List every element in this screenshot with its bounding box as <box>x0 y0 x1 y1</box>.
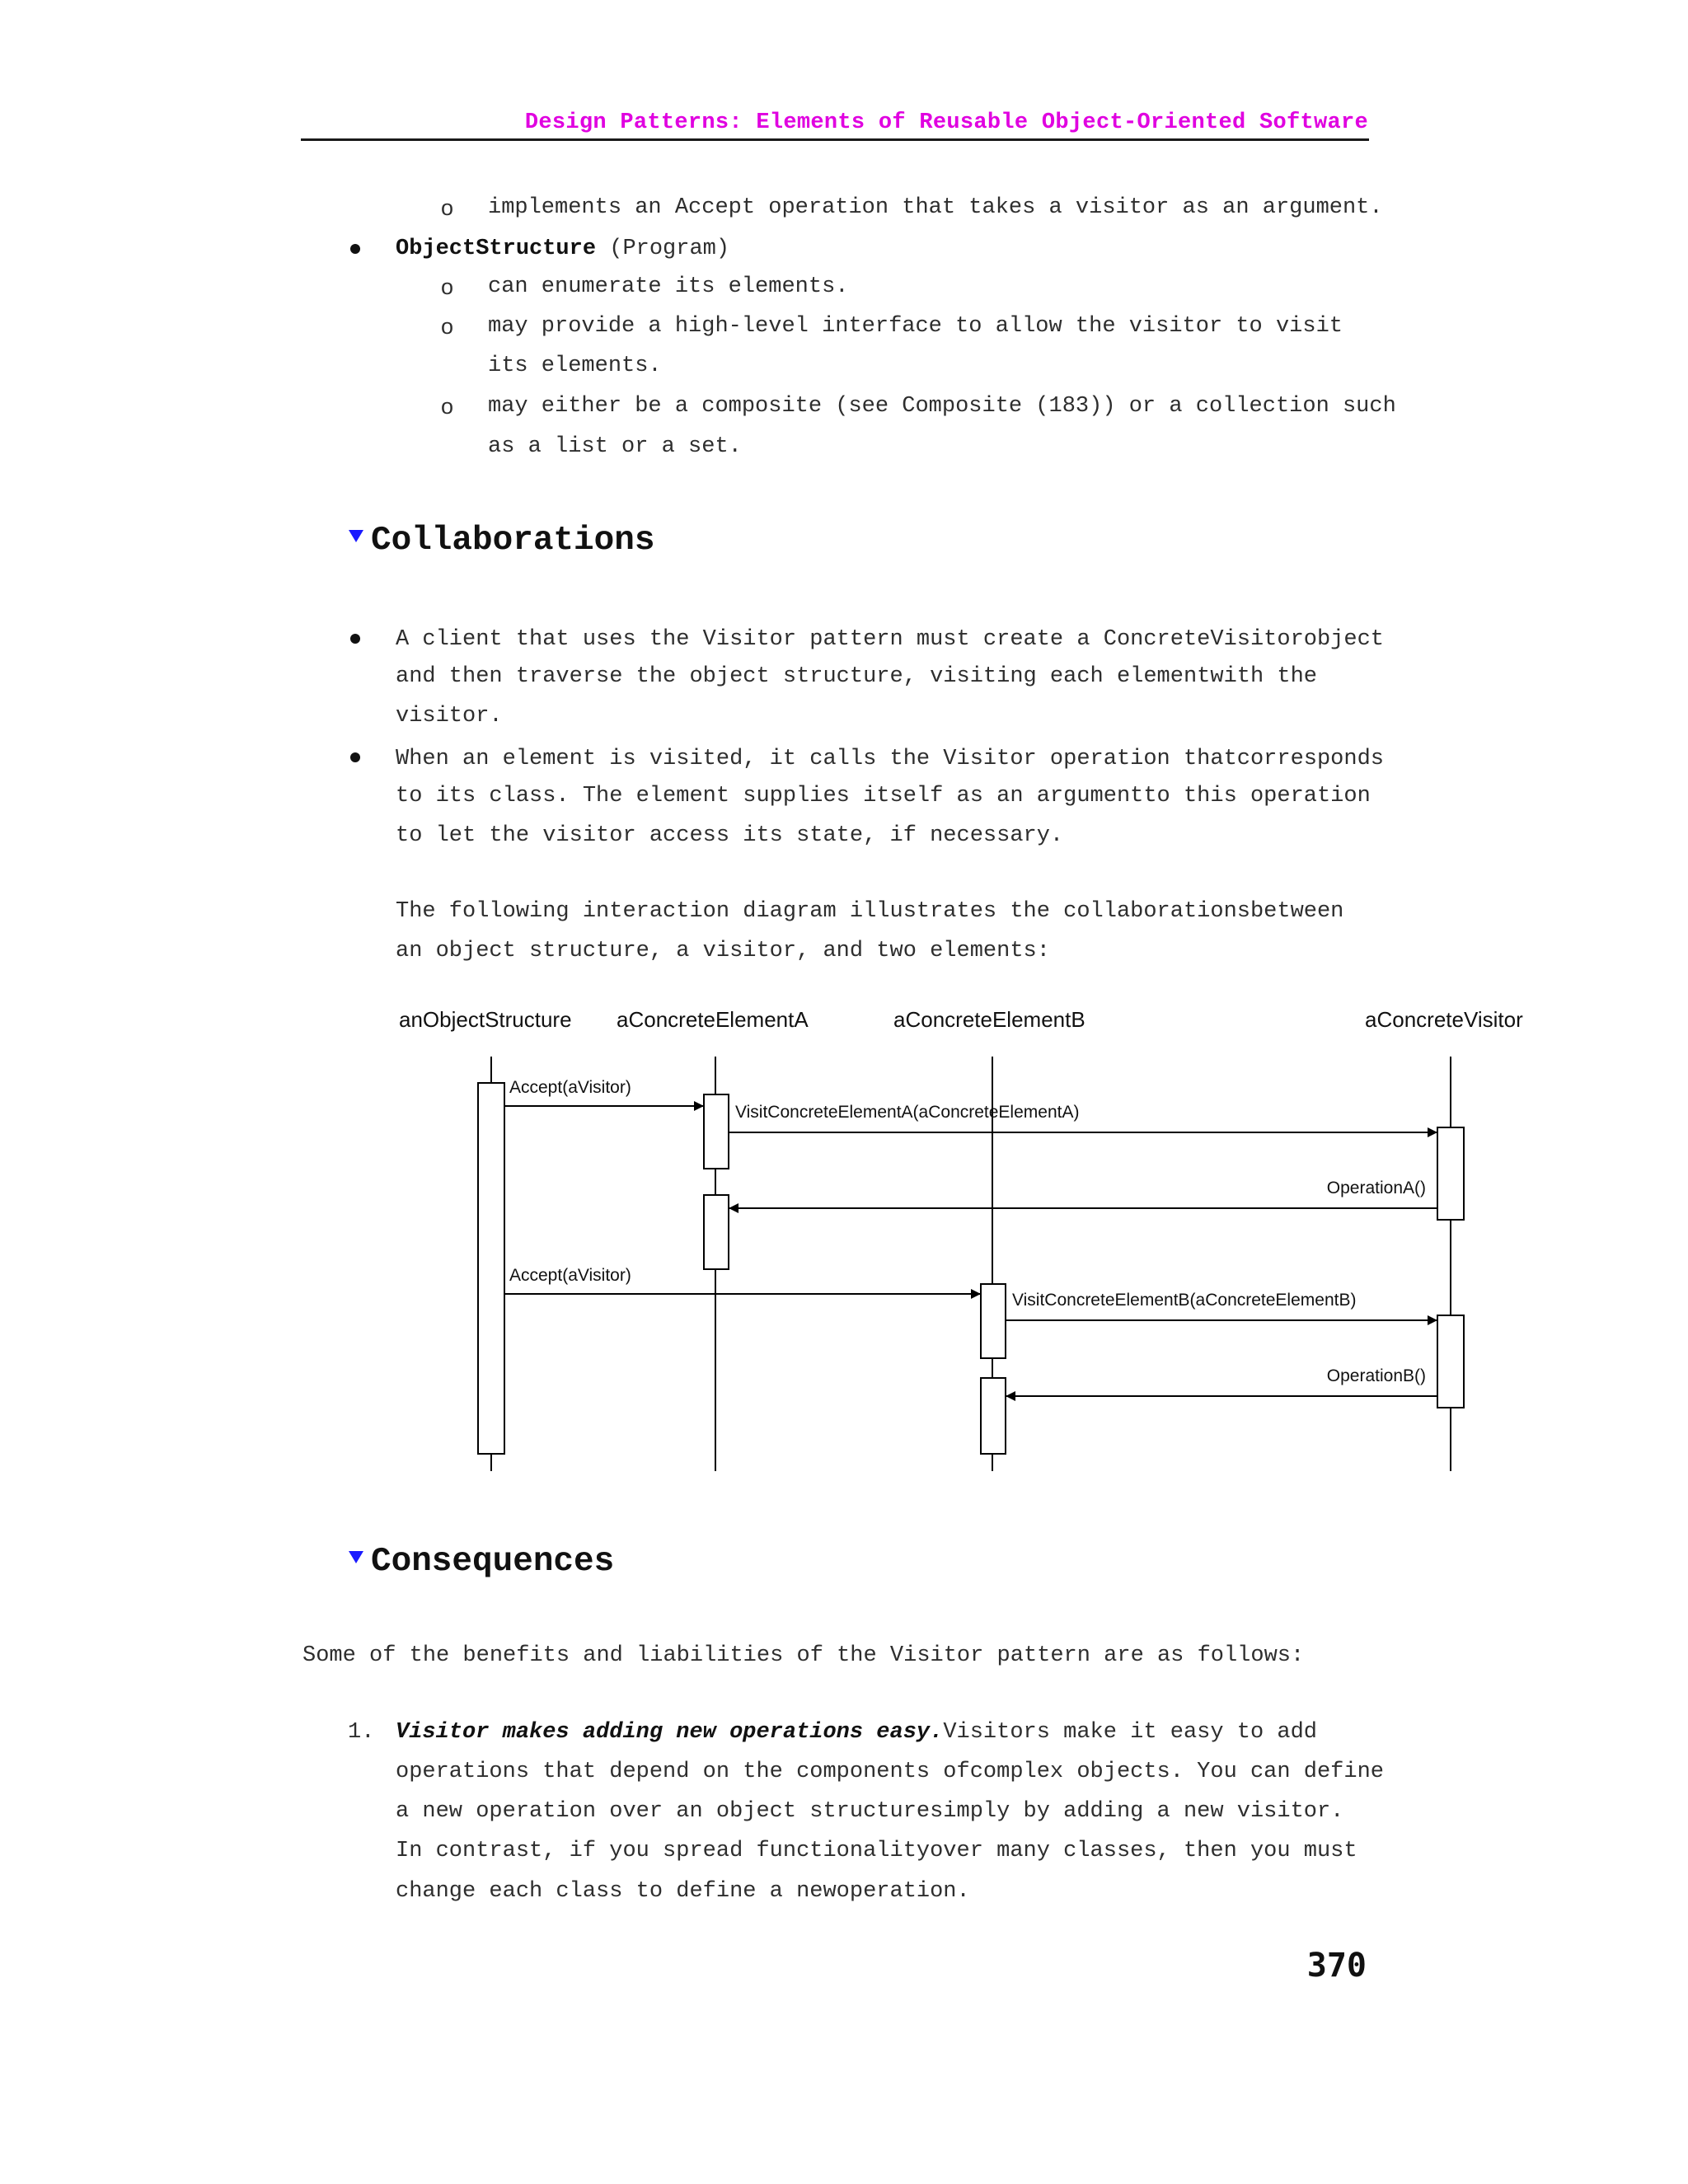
collab-bullet-2-line-1: When an element is visited, it calls the Visitor operation thatcorresponds <box>396 747 1384 771</box>
object-structure-item-3: may either be a composite (see Composite (183)) or a collection such <box>488 394 1396 419</box>
message-operation-a-label: OperationA() <box>1326 1179 1426 1197</box>
object-structure-item-3-cont: as a list or a set. <box>488 434 742 459</box>
consequence-1-line-1 <box>396 1713 1317 1752</box>
message-accept-1-label: Accept(aVisitor) <box>509 1078 631 1097</box>
participant-object-structure: anObjectStructure <box>399 1007 572 1032</box>
message-visit-b-label: VisitConcreteElementB(aConcreteElementB) <box>1012 1291 1357 1310</box>
collaborations-heading: Collaborations <box>371 522 655 560</box>
consequence-1-line-3: a new operation over an object structuresimply by adding a new visitor. <box>396 1799 1344 1824</box>
bullet-dot <box>350 244 360 254</box>
activation-visitor-2 <box>1437 1315 1464 1408</box>
section-marker-icon <box>349 530 363 542</box>
consequence-1-number: 1. <box>348 1720 375 1745</box>
interaction-diagram <box>387 997 1541 1492</box>
message-operation-b-label: OperationB() <box>1326 1366 1426 1385</box>
activation-element-b-1 <box>981 1284 1006 1358</box>
participant-element-a: aConcreteElementA <box>617 1007 809 1032</box>
consequence-1-line-2: operations that depend on the components ofcomplex objects. You can define <box>396 1760 1384 1784</box>
consequences-heading: Consequences <box>371 1543 615 1581</box>
object-structure-name: ObjectStructure <box>396 237 597 261</box>
activation-element-a-2 <box>704 1195 729 1269</box>
bullet-dot <box>350 634 360 644</box>
consequences-intro: Some of the benefits and liabilities of the Visitor pattern are as follows: <box>302 1643 1305 1668</box>
sub-bullet-circle: o <box>441 314 454 339</box>
consequence-1-first-line-rest: Visitors make it easy to add <box>943 1720 1317 1745</box>
message-visit-a-label: VisitConcreteElementA(aConcreteElementA) <box>735 1103 1080 1122</box>
header-rule <box>301 138 1369 141</box>
diagram-intro-line-2: an object structure, a visitor, and two elements: <box>396 939 1050 963</box>
consequence-1-line-5: change each class to define a newoperation. <box>396 1879 970 1904</box>
bullet-dot <box>350 752 360 762</box>
sub-bullet-circle: o <box>441 195 454 220</box>
collab-bullet-1-line-1: A client that uses the Visitor pattern must create a ConcreteVisitorobject <box>396 627 1384 652</box>
diagram-intro-line-1: The following interaction diagram illustrates the collaborationsbetween <box>396 899 1344 924</box>
activation-object-structure <box>478 1083 504 1454</box>
participant-element-b: aConcreteElementB <box>893 1007 1085 1032</box>
collab-bullet-1-line-2: and then traverse the object structure, visiting each elementwith the <box>396 664 1317 689</box>
section-marker-icon <box>349 1551 363 1563</box>
object-structure-item-2: may provide a high-level interface to allow the visitor to visit <box>488 314 1343 339</box>
message-accept-2-label: Accept(aVisitor) <box>509 1266 631 1285</box>
consequence-1-title: Visitor makes adding new operations easy. <box>396 1720 944 1745</box>
participant-visitor: aConcreteVisitor <box>1365 1007 1523 1032</box>
object-structure-item-1: can enumerate its elements. <box>488 274 849 299</box>
running-header-title: Design Patterns: Elements of Reusable Object-Oriented Software <box>524 110 1368 135</box>
collab-bullet-2-line-3: to let the visitor access its state, if necessary. <box>396 823 1064 848</box>
activation-visitor-1 <box>1437 1127 1464 1220</box>
activation-element-a-1 <box>704 1094 729 1169</box>
object-structure-item-2-cont: its elements. <box>488 354 662 378</box>
object-structure-alias: (Program) <box>596 237 730 261</box>
object-structure-entry <box>396 229 729 269</box>
page-number: 370 <box>1306 1947 1367 1985</box>
collab-bullet-2-line-2: to its class. The element supplies itself as an argumentto this operation <box>396 784 1371 808</box>
element-accept-text: implements an Accept operation that takes a visitor as an argument. <box>488 195 1383 220</box>
collab-bullet-1-line-3: visitor. <box>396 704 503 729</box>
activation-element-b-2 <box>981 1378 1006 1454</box>
sub-bullet-circle: o <box>441 274 454 299</box>
sub-bullet-circle: o <box>441 394 454 419</box>
consequence-1-line-4: In contrast, if you spread functionalityover many classes, then you must <box>396 1839 1357 1863</box>
